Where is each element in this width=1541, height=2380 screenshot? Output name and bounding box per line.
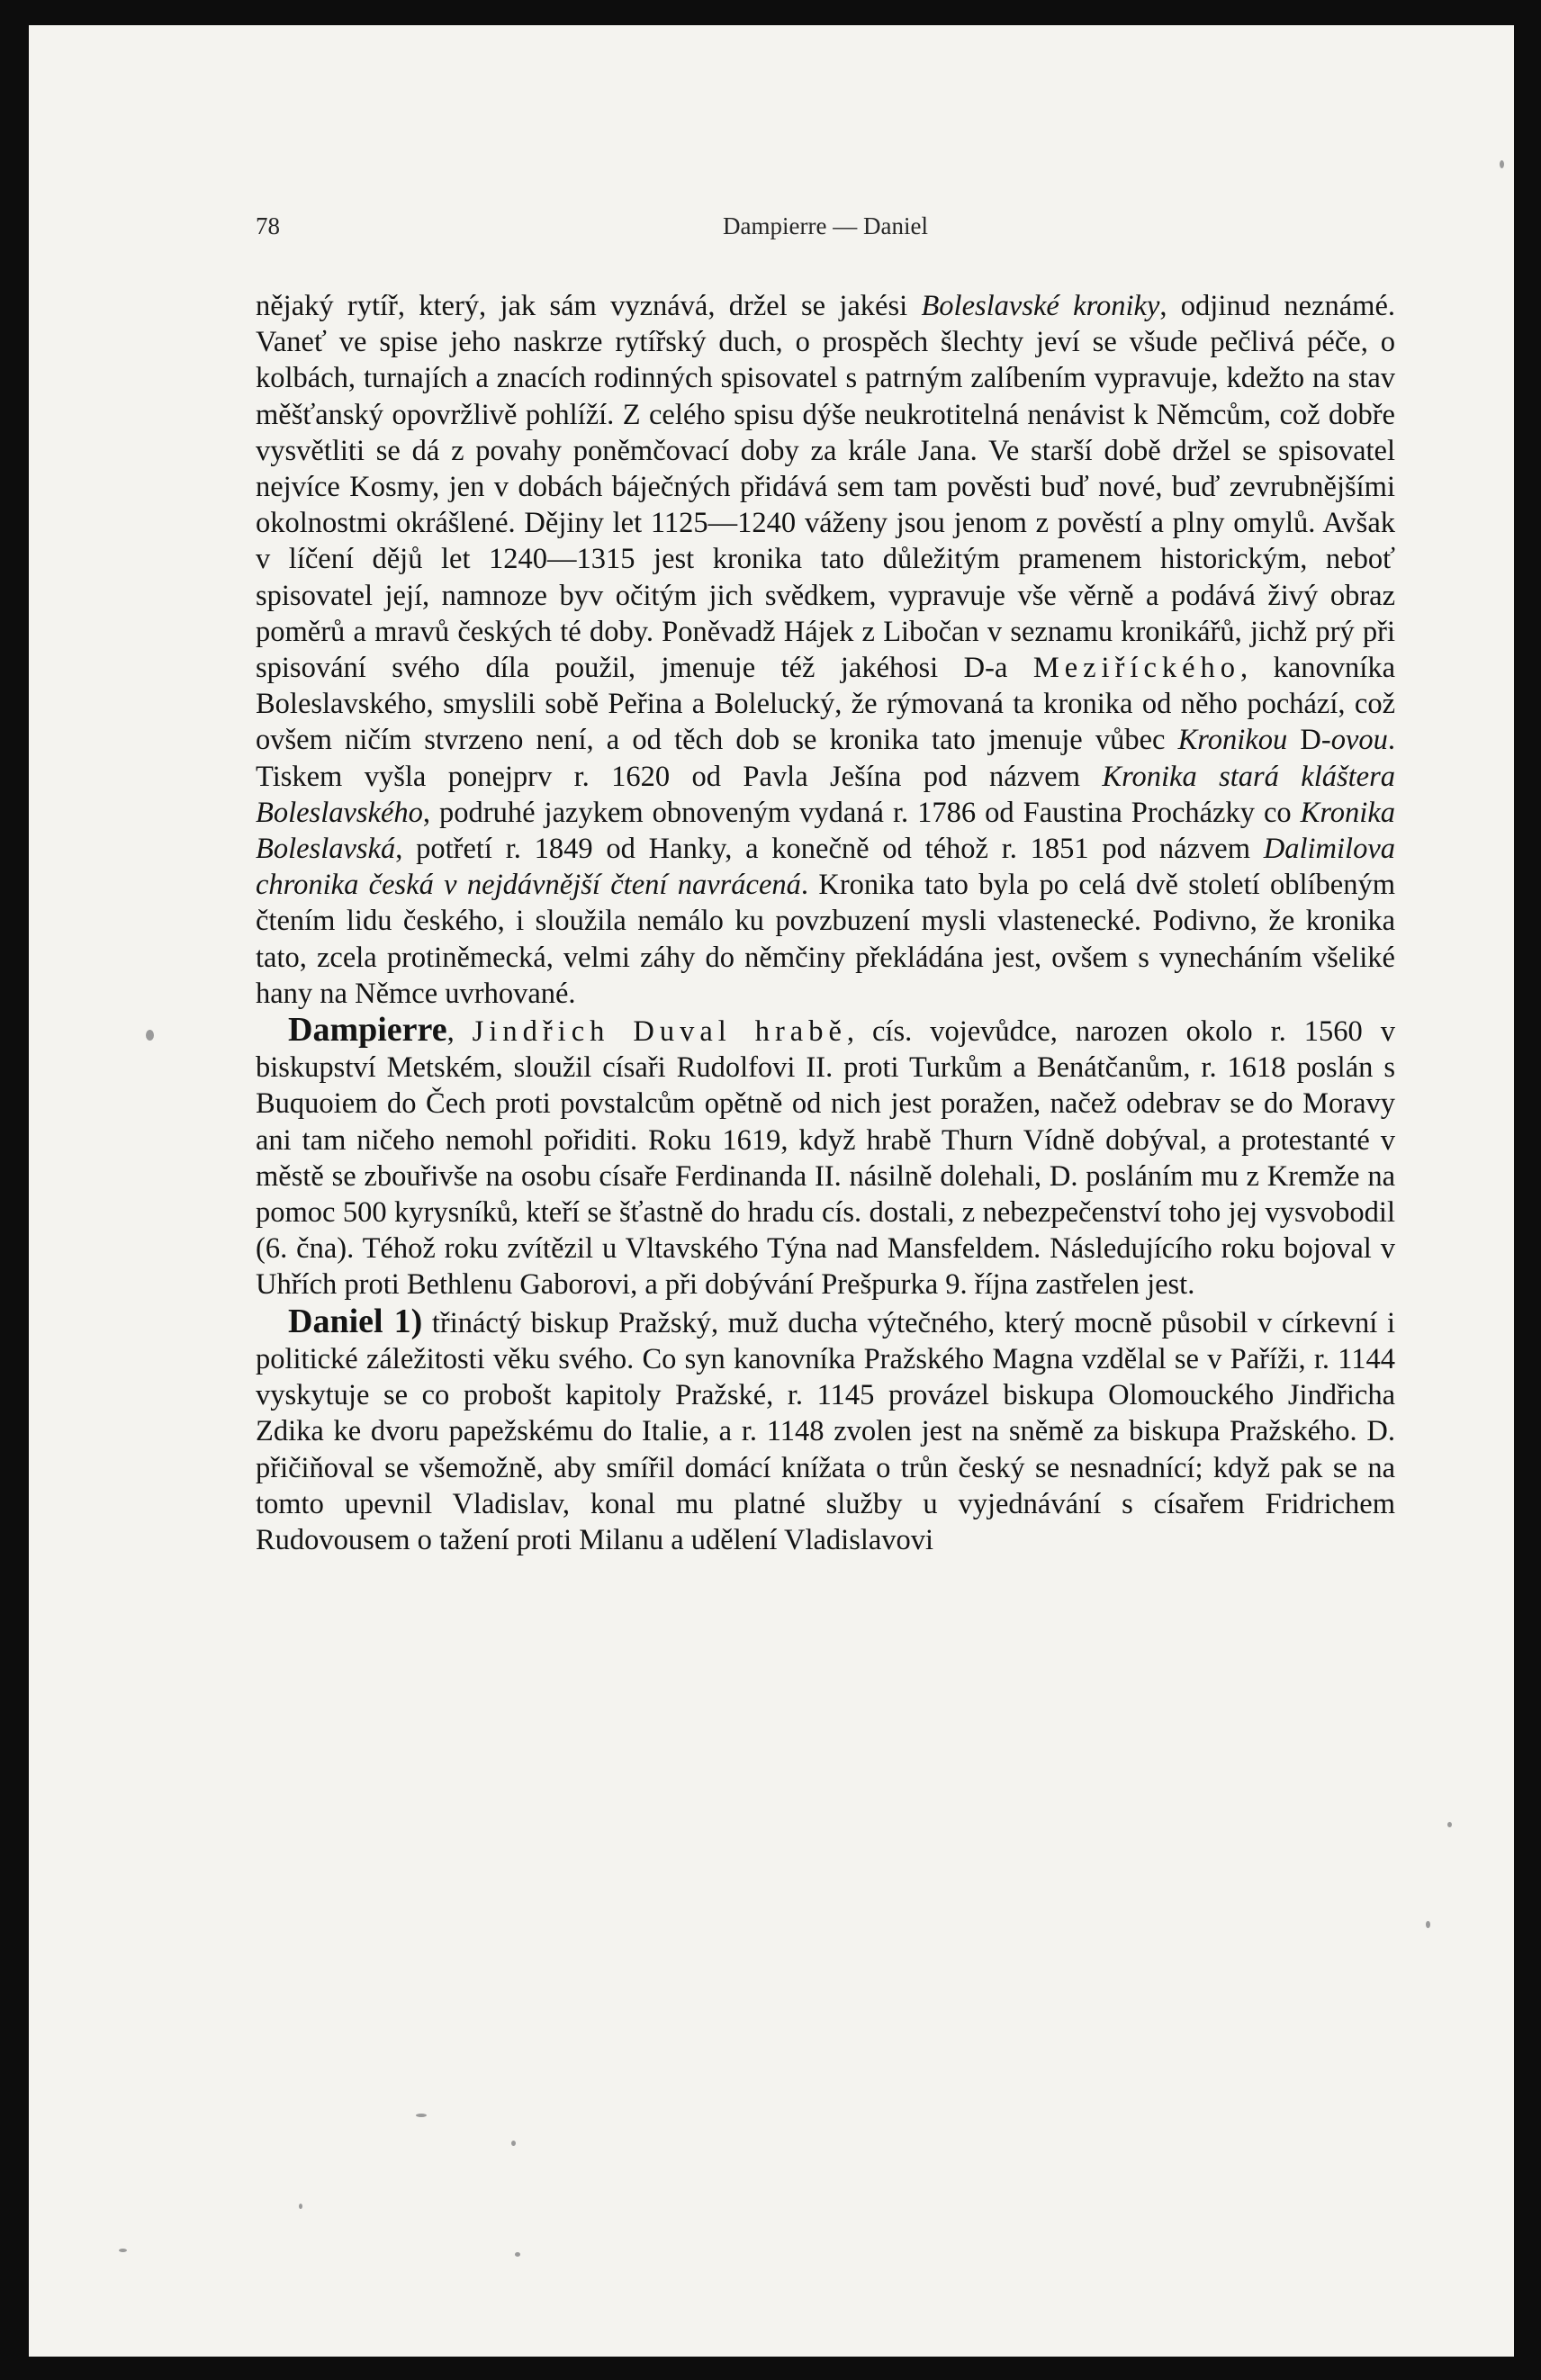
margin-speck bbox=[146, 1030, 154, 1041]
text-run: . Kronika tato byla po celá dvě století oblíbeným čtením lidu českého, i sloužila nemálo ku povzbuzení mysli vlastenecké. Podivno, že kronika tato, zcela protiněmecká, velmi záhy do němčiny překládána jest, ovšem s vynecháním všeliké hany na Němce uvrhované. bbox=[256, 869, 1396, 1010]
text-run: , kanovníka Boleslavského, smyslili sobě Peřina a Bolelucký, že rýmovaná ta kronika od něho pochází, což ovšem ničím stvrzeno není, a od těch dob se kronika tato jmenuje vůbec bbox=[256, 652, 1395, 757]
margin-speck bbox=[416, 2114, 427, 2117]
text-run: , odjinud neznámé. Vaneť ve spise jeho naskrze rytířský duch, o prospěch šlechty jeví se všude pečlivá péče, o kolbách, turnajích a znacích rodinných spisovatel s patrným zalíbením vypravuje, kdežto na stav měšťanský opovržlivě pohlíží. Z celého spisu dýše neukrotitelná nenávist k Němcům, což dobře vysvětliti se dá z povahy poněmčovací doby za krále Jana. Ve starší době držel se spisovatel nejvíce Kosmy, jen v dobách báječných přidává sem tam pověsti buď nové, buď zevrubnějšími okolnostmi okrášlené. Dějiny let 1125—1240 váženy jsou jenom z pověstí a plny omylů. Avšak v líčení dějů let 1240—1315 jest kronika tato důležitým pramenem historickým, neboť spisovatel její, namnoze byv očitým jich svědkem, vypravuje vše věrně a podává živý obraz poměrů a mravů českých té doby. Poněvadž Hájek z Libočan v seznamu kronikářů, jichž prý při spisování svého díla použil, jmenuje též jakéhosi D-a bbox=[256, 290, 1395, 685]
text-run: , potřetí r. 1849 od Hanky, a konečně od téhož r. 1851 pod názvem bbox=[395, 833, 1264, 866]
margin-speck bbox=[299, 2204, 302, 2209]
entry-headword: Daniel 1) bbox=[288, 1302, 423, 1340]
italic-title: Kronika Boleslavská bbox=[256, 796, 1395, 866]
margin-speck bbox=[1426, 1921, 1430, 1928]
spaced-name: Meziříckého bbox=[1032, 652, 1241, 685]
margin-speck bbox=[515, 2252, 520, 2257]
spaced-name: Jindřich Duval hrabě bbox=[472, 1015, 847, 1049]
text-run: třináctý biskup Pražský, muž ducha výtečného, který mocně působil v církevní i politické záležitosti věku svého. Co syn kanovníka Pražského Magna vzdělal se v Paříži, r. 1144 vyskytuje se co probošt kapitoly Pražské, r. 1145 provázel biskupa Olomouckého Jindřicha Zdika ke dvoru papežskému do Italie, a r. 1148 zvolen jest na sněmě za biskupa Pražského. D. přičiňoval se všemožně, aby smířil domácí knížata o trůn český se nesnadnící; když pak se na tomto upevnil Vladislav, konal mu platné služby u vyjednávání s císařem Fridrichem Rudovousem o tažení proti Milanu a udělení Vladislavovi bbox=[256, 1306, 1395, 1556]
italic-title: Kronikou bbox=[1177, 724, 1288, 757]
body-text bbox=[256, 288, 1395, 1558]
text-run: , bbox=[446, 1015, 473, 1049]
page bbox=[29, 25, 1514, 2357]
text-run: , cís. vojevůdce, narozen okolo r. 1560 v biskupství Metském, sloužil císaři Rudolfovi II. proti Turkům a Benátčanům, r. 1618 poslán s Buquoiem do Čech proti povstalcům opětně od nich jest poražen, načež odebrav se do Moravy ani tam ničeho nemohl pořiditi. Roku 1619, když hrabě Thurn Vídně dobýval, a protestanté v městě se zbouřivše na osobu císaře Ferdinanda II. násilně dolehali, D. posláním mu z Kremže na pomoc 500 kyrysníků, kteří se šťastně do hradu cís. dostali, z nebezpečenství toho jej vysvobodil (6. čna). Téhož roku zvítězil u Vltavského Týna nad Mansfeldem. Následujícího roku bojoval v Uhřích proti Bethlenu Gaborovi, a při dobývání Prešpurka 9. října zastřelen jest. bbox=[256, 1015, 1395, 1302]
text-run: . Tiskem vyšla ponejprv r. 1620 od Pavla Ješína pod názvem bbox=[256, 724, 1395, 793]
entry-paragraph bbox=[256, 1012, 1395, 1303]
italic-title: Boleslavské kroniky bbox=[921, 290, 1160, 322]
page-header bbox=[256, 212, 1395, 252]
text-run: nějaký rytíř, který, jak sám vyznává, držel se jakési bbox=[256, 290, 922, 322]
margin-speck bbox=[1447, 1822, 1452, 1827]
page-number: 78 bbox=[256, 212, 280, 239]
continuation-paragraph bbox=[256, 288, 1395, 1012]
running-title: Dampierre — Daniel bbox=[723, 212, 928, 239]
italic-title: Kronika stará kláštera Boleslavského bbox=[256, 760, 1396, 829]
entry-headword: Dampierre bbox=[288, 1011, 447, 1050]
margin-speck bbox=[511, 2141, 516, 2146]
text-run: , podruhé jazykem obnoveným vydaná r. 1786 od Faustina Procházky co bbox=[422, 796, 1301, 829]
margin-speck bbox=[1500, 160, 1504, 168]
entry-paragraph bbox=[256, 1303, 1395, 1558]
italic-title: ovou bbox=[1330, 724, 1388, 757]
italic-title: Dalimilova chronika česká v nejdávnější čtení navrácená bbox=[256, 833, 1395, 902]
text-run: D- bbox=[1287, 724, 1331, 757]
margin-speck bbox=[119, 2249, 127, 2252]
